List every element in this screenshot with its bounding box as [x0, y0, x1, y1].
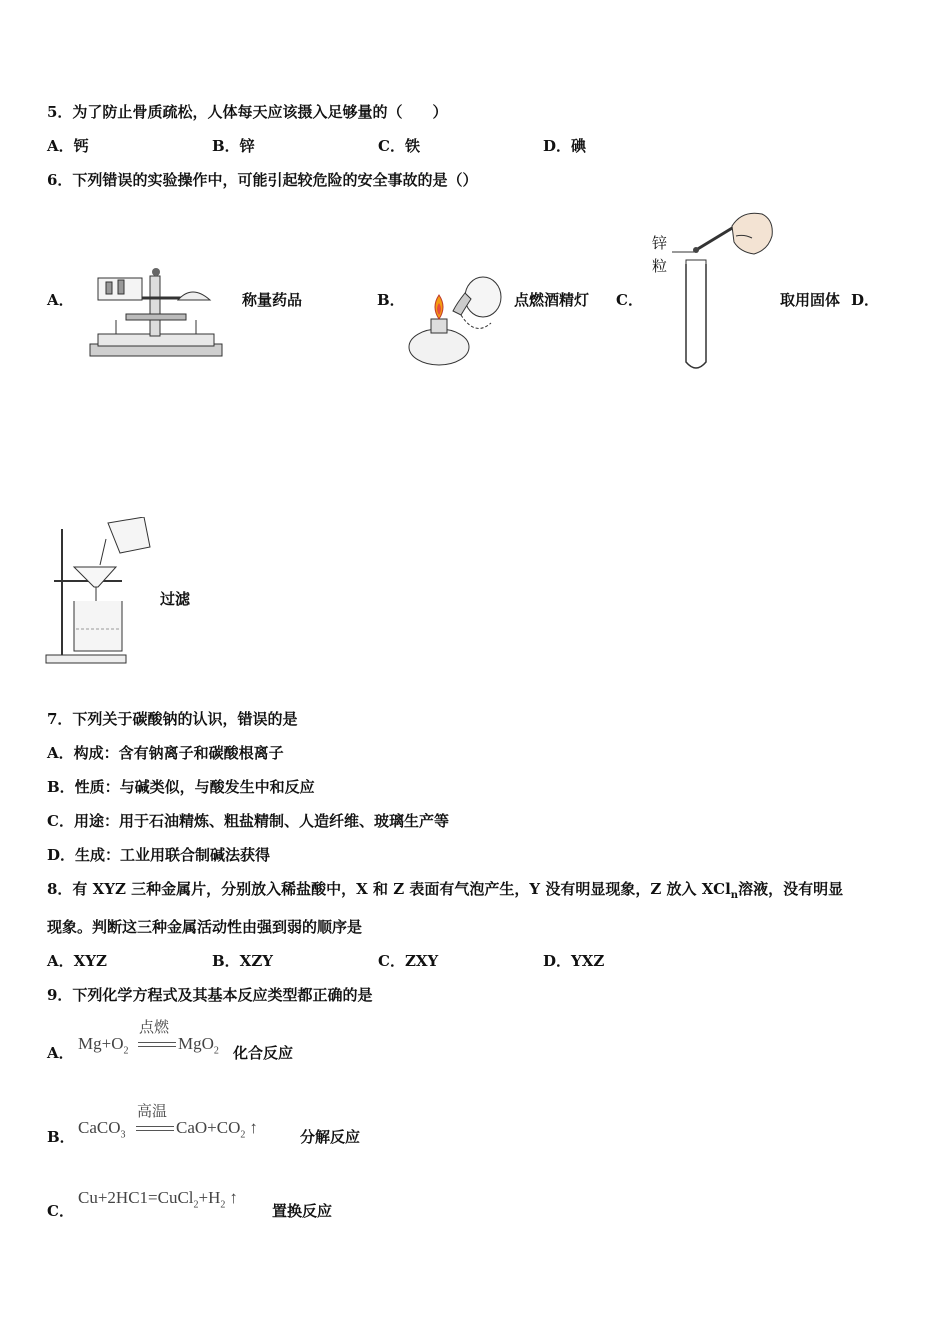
q9-c-sub1: 2: [193, 1199, 199, 1211]
test-tube-tweezers-image: [672, 206, 776, 372]
q8-option-d[interactable]: D．YXZ: [543, 952, 605, 970]
zinc-label-line2: 粒: [652, 257, 668, 275]
q9-a-right-text: MgO: [178, 1034, 214, 1053]
q9-c-gas-arrow: ↑: [229, 1188, 238, 1207]
q7-option-d[interactable]: D．生成：工业用联合制碱法获得: [47, 846, 271, 864]
q9-c-type: 置换反应: [272, 1202, 333, 1220]
q9-b-type: 分解反应: [300, 1128, 361, 1146]
q7-option-b[interactable]: B．性质：与碱类似，与酸发生中和反应: [47, 778, 315, 796]
q9-b-right-text: CaO+CO: [176, 1118, 241, 1137]
q9-b-gas-arrow: ↑: [249, 1118, 258, 1137]
q9-c-eq-part1: Cu+2HC1=CuCl: [78, 1188, 194, 1207]
q8-stem-line2: 现象。判断这三种金属活动性由强到弱的顺序是: [47, 918, 363, 936]
q8-stem-line1-main: 8．有 XYZ 三种金属片，分别放入稀盐酸中，X 和 Z 表面有气泡产生，Y 没有明显现象，Z 放入 XCl: [47, 880, 731, 898]
q7-option-a[interactable]: A．构成：含有钠离子和碳酸根离子: [47, 744, 284, 762]
q5-option-b[interactable]: B．锌: [212, 137, 255, 155]
alcohol-lamp-image: [405, 267, 505, 371]
q8-stem-subscript: n: [730, 890, 739, 901]
q9-a-right-sub: 2: [213, 1045, 219, 1057]
q5-option-d[interactable]: D．碘: [543, 137, 587, 155]
q5-stem: 5．为了防止骨质疏松，人体每天应该摄入足够量的（ ）: [47, 103, 448, 121]
q6-stem: 6．下列错误的实验操作中，可能引起较危险的安全事故的是（）: [47, 171, 478, 189]
q6-option-d-caption: 过滤: [160, 590, 191, 608]
q8-stem-line1: [47, 880, 843, 905]
q9-c-equation: [78, 1188, 238, 1210]
q9-a-left-sub: 2: [123, 1045, 129, 1057]
q9-c-sub2: 2: [220, 1199, 226, 1211]
q8-stem-line1-end: 溶液，没有明显: [738, 880, 844, 898]
filtration-apparatus-image: [44, 517, 156, 669]
q6-option-d-letter[interactable]: D．: [851, 291, 880, 309]
q6-option-c-letter[interactable]: C．: [616, 291, 643, 309]
q9-a-condition: 点燃: [139, 1018, 170, 1036]
q9-a-right: [178, 1034, 219, 1056]
q9-stem: 9．下列化学方程式及其基本反应类型都正确的是: [47, 986, 373, 1004]
q9-b-equals: [136, 1126, 174, 1131]
q8-option-a[interactable]: A．XYZ: [47, 952, 107, 970]
q8-option-b[interactable]: B．XZY: [212, 952, 273, 970]
q9-a-equals: [138, 1042, 176, 1047]
zinc-label-line1: 锌: [652, 234, 668, 252]
q6-option-c-caption: 取用固体: [780, 291, 841, 309]
q5-option-c[interactable]: C．铁: [378, 137, 420, 155]
q6-option-b-caption: 点燃酒精灯: [514, 291, 590, 309]
q9-b-left-text: CaCO: [78, 1118, 121, 1137]
balance-scale-image: [86, 262, 226, 358]
q9-a-type: 化合反应: [233, 1044, 294, 1062]
q9-b-condition: 高温: [137, 1102, 168, 1120]
q9-a-left-text: Mg+O: [78, 1034, 124, 1053]
q9-option-b-letter[interactable]: B．: [47, 1128, 75, 1146]
q6-option-b-letter[interactable]: B．: [377, 291, 405, 309]
q7-option-c[interactable]: C．用途：用于石油精炼、粗盐精制、人造纤维、玻璃生产等: [47, 812, 449, 830]
q9-c-eq-part2: +H: [198, 1188, 221, 1207]
q9-b-right-sub: 2: [240, 1129, 246, 1141]
q9-a-left: [78, 1034, 128, 1056]
q9-b-left: [78, 1118, 126, 1140]
q6-option-a-caption: 称量药品: [242, 291, 303, 309]
q9-b-left-sub: 3: [120, 1129, 126, 1141]
q6-option-a-letter[interactable]: A．: [47, 291, 74, 309]
q9-b-right: [176, 1118, 258, 1140]
q7-stem: 7．下列关于碳酸钠的认识，错误的是: [47, 710, 298, 728]
q9-option-a-letter[interactable]: A．: [47, 1044, 74, 1062]
q9-option-c-letter[interactable]: C．: [47, 1202, 74, 1220]
q5-option-a[interactable]: A．钙: [47, 137, 89, 155]
q8-option-c[interactable]: C．ZXY: [378, 952, 439, 970]
